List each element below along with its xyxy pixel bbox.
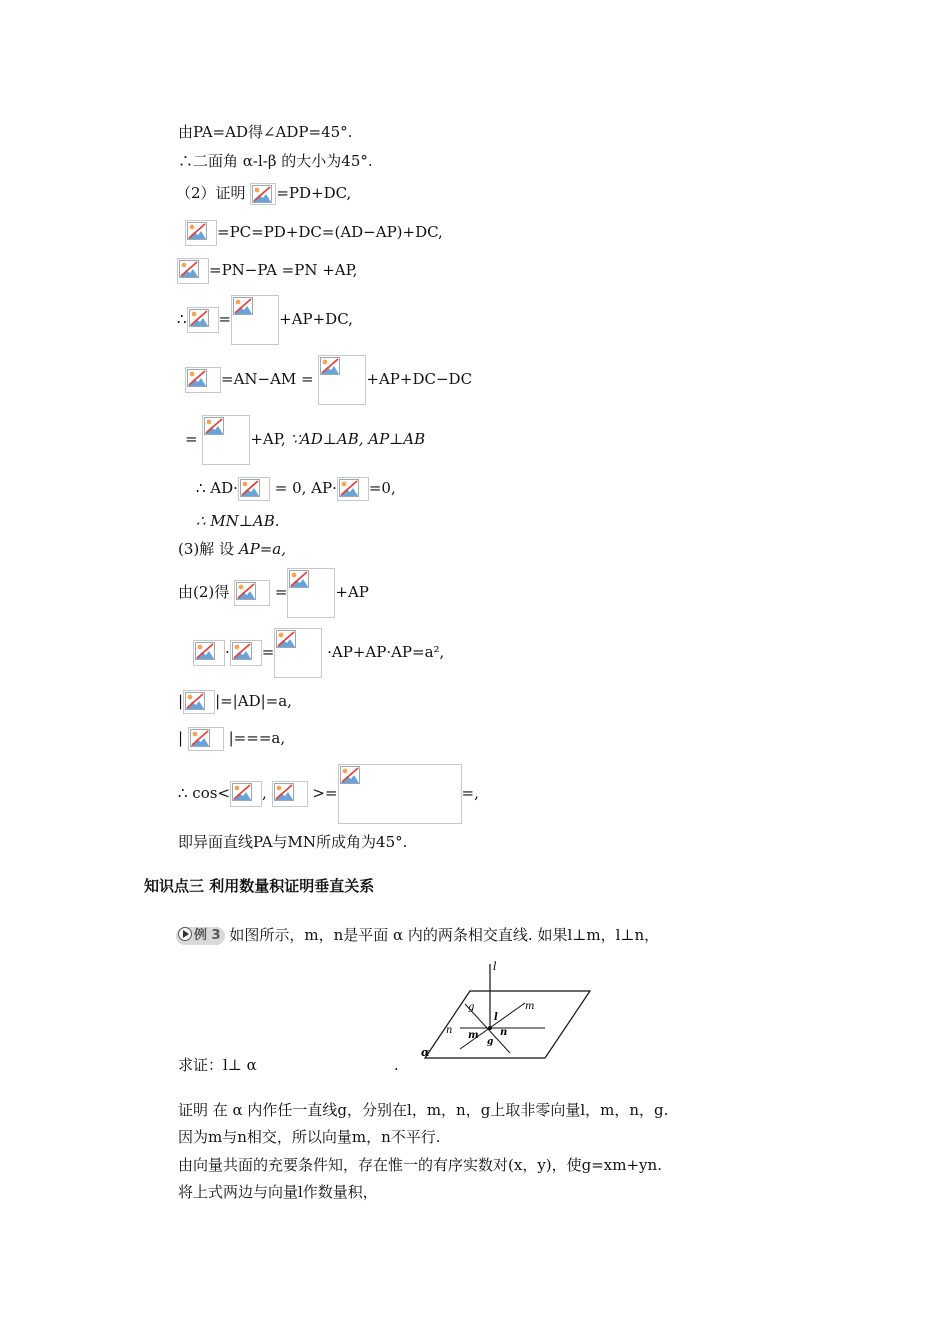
proof-line-2: 因为m与n相交，所以向量m，n不平行. [178,1128,441,1146]
proof-line-1: 证明 在 α 内作任一直线g，分别在l，m，n，g上取非零向量l，m，n，g. [178,1101,669,1119]
broken-image [287,568,335,618]
prove-dot: . [394,1056,399,1074]
text-line-12: 由(2)得 = +AP [178,567,369,618]
broken-image [183,690,215,714]
proof-line-4: 将上式两边与向量l作数量积， [178,1183,378,1201]
text-line-15: | |===a, [178,727,285,751]
broken-image [250,183,276,205]
text-line-8: = +AP, ∵AD⊥AB, AP⊥AB [185,414,425,465]
broken-image [238,477,270,501]
image-icon [240,479,260,497]
image-icon [276,630,296,648]
image-icon [195,642,215,660]
broken-image [230,781,262,807]
image-icon [289,570,309,588]
text-line-10: ∴ MN⊥AB. [196,512,280,530]
text-line-14: | |=|AD|=a, [178,690,292,714]
intersection-point [488,1026,492,1030]
broken-image [177,258,209,284]
label-m-top: m [525,1001,535,1012]
label-n-left: n [446,1025,453,1036]
broken-image [274,628,322,678]
text-line-6: ∴ = +AP+DC, [177,294,353,345]
label-n-low: n [500,1027,508,1038]
image-icon [190,729,210,747]
broken-image [234,580,270,606]
image-icon [232,642,252,660]
proof-2-label: （2）证明 [176,184,246,202]
image-icon [320,357,340,375]
broken-image [202,415,250,465]
broken-image [230,640,262,666]
text-line-1: 由PA=AD得∠ADP=45°. [178,123,353,141]
broken-image [193,640,225,666]
proof-line-3: 由向量共面的充要条件知，存在惟一的有序实数对(x，y)，使g=xm+yn. [178,1156,662,1174]
broken-image [337,477,369,501]
prove-line: 求证：l⊥ α [178,1056,257,1074]
example-badge: 例 3 [176,927,225,945]
image-icon [233,297,253,315]
label-l-top: l [493,960,497,973]
text-line-7: =AN−AM = +AP+DC−DC [185,354,472,405]
image-icon [189,309,209,327]
image-icon [185,692,205,710]
text-line-5: =PN−PA =PN +AP, [177,258,357,284]
image-icon [340,766,360,784]
text-line-17: 即异面直线PA与MN所成角为45°. [178,833,408,851]
text-line-16: ∴ cos< , >= =, [178,763,479,824]
label-g: g [468,1002,475,1013]
example-line: 例 3 如图所示，m，n是平面 α 内的两条相交直线. 如果l⊥m，l⊥n， [176,925,659,945]
text-line-13: · = ·AP+AP·AP=a², [193,627,444,678]
label-g-low: g [487,1037,494,1047]
section-heading: 知识点三 利用数量积证明垂直关系 [144,877,375,895]
broken-image [188,727,224,751]
image-icon [274,783,294,801]
label-alpha: α [421,1046,430,1059]
label-m-low: m [468,1030,479,1041]
text-line-3: （2）证明 =PD+DC, [176,183,351,205]
image-icon [252,185,272,203]
broken-image [318,355,366,405]
label-l-mid: l [494,1012,498,1023]
broken-image [272,781,308,807]
text-line-9: ∴ AD· = 0, AP· =0, [196,477,396,501]
image-icon [236,582,256,600]
image-icon [232,783,252,801]
broken-image [185,367,221,393]
image-icon [204,417,224,435]
broken-image [185,220,217,246]
image-icon [339,479,359,497]
image-icon [187,369,207,387]
text-line-4: =PC=PD+DC=(AD−AP)+DC, [185,220,443,246]
play-icon [178,927,192,941]
plane-figure [405,956,600,1066]
broken-image [187,307,219,333]
broken-image [338,764,462,824]
broken-image [231,295,279,345]
text-line-11: (3)解 设 AP=a, [178,540,287,558]
image-icon [187,222,207,240]
image-icon [179,260,199,278]
text-line-2: ∴二面角 α-l-β 的大小为45°. [178,152,373,170]
